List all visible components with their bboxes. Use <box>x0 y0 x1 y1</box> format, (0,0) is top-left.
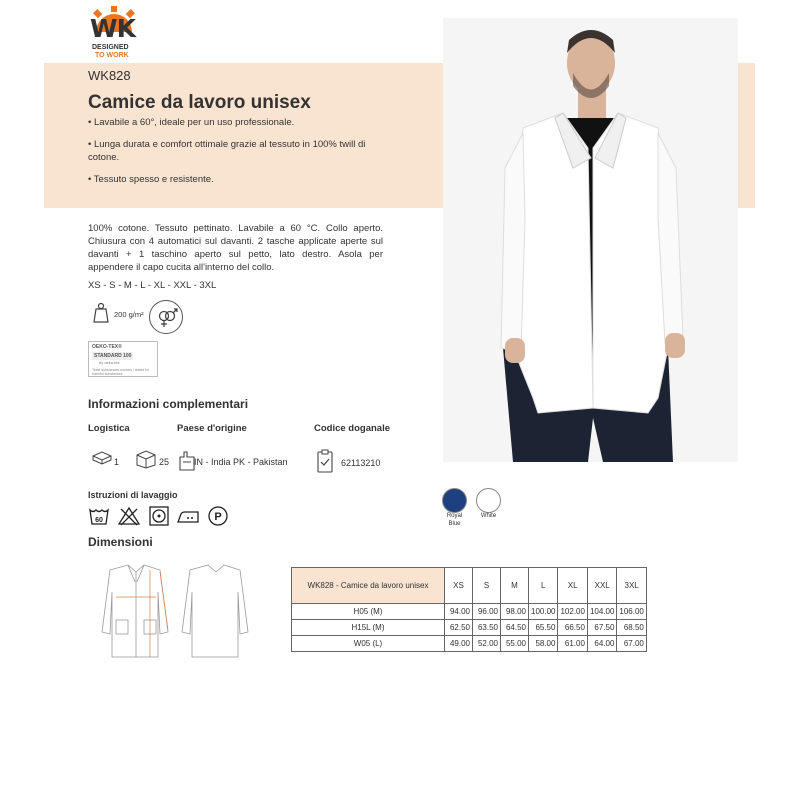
unit-pack-icon <box>91 451 113 465</box>
size-header: XL <box>558 568 587 604</box>
dry-clean-p-icon <box>207 505 229 527</box>
table-row <box>292 604 647 620</box>
oeko-standard: STANDARD 100 <box>94 353 132 359</box>
table-cell: 102.00 <box>558 604 587 620</box>
customs-value: 62113210 <box>341 458 381 468</box>
weight-icon <box>90 302 112 324</box>
table-cell: 55.00 <box>501 636 529 652</box>
oeko-tex-label <box>88 341 158 377</box>
table-cell: 106.00 <box>617 604 646 620</box>
color-label-royal-blue: Royal Blue <box>446 513 463 527</box>
product-title: Camice da lavoro unisex <box>88 92 311 113</box>
washing-heading: Istruzioni di lavaggio <box>88 490 178 500</box>
table-cell: 64.00 <box>587 636 616 652</box>
table-cell: 61.00 <box>558 636 587 652</box>
table-cell: 62.50 <box>445 620 473 636</box>
logo-tagline-accent: TO WORK <box>95 52 129 59</box>
svg-text:P: P <box>214 511 222 523</box>
size-header: XS <box>445 568 473 604</box>
table-cell: 66.50 <box>558 620 587 636</box>
oeko-sub: by oeko-tex <box>99 360 120 365</box>
color-swatch-white[interactable] <box>476 488 501 513</box>
table-cell: 64.50 <box>501 620 529 636</box>
size-header: M <box>501 568 529 604</box>
garment-measurement-diagram <box>88 562 256 662</box>
size-header: L <box>529 568 558 604</box>
unisex-icon <box>149 300 183 334</box>
customs-document-icon <box>316 449 334 473</box>
feature-item: • Lunga durata e comfort ottimale grazie al tessuto in 100% twill di cotone. <box>88 139 366 163</box>
unit-count: 1 <box>114 457 120 467</box>
wash-60-icon <box>88 505 110 527</box>
table-cell: 100.00 <box>529 604 558 620</box>
table-cell: 63.50 <box>473 620 501 636</box>
table-cell: 98.00 <box>501 604 529 620</box>
size-header: 3XL <box>617 568 646 604</box>
feature-list <box>88 116 388 195</box>
table-cell: 65.50 <box>529 620 558 636</box>
logistics-heading: Logistica <box>88 423 130 434</box>
size-chart-table <box>291 567 647 652</box>
box-count: 25 <box>159 457 170 467</box>
table-cell: 67.00 <box>617 636 646 652</box>
oeko-note: Testé substances nocives / tested for harmful substances <box>92 368 150 376</box>
logo-mark: WK <box>90 14 135 43</box>
table-cell: 49.00 <box>445 636 473 652</box>
color-label-white: White <box>480 513 497 519</box>
logo-tagline: DESIGNED <box>92 44 129 51</box>
product-description: 100% cotone. Tessuto pettinato. Lavabile a 60 °C. Collo aperto. Chiusura con 4 automatici sul davanti. 2 tasche applicate aperte sul davanti + 1 taschino aperto sul petto, lato destro. Asola per appendere il capo cucita all'interno del collo. <box>88 223 383 273</box>
size-header: XXL <box>587 568 616 604</box>
row-label: H05 (M) <box>292 604 445 620</box>
iron-icon <box>176 505 198 527</box>
fabric-weight: 200 g/m² <box>114 310 144 319</box>
table-row <box>292 636 647 652</box>
size-chart-header-row <box>292 568 647 604</box>
size-chart-title: WK828 - Camice da lavoro unisex <box>292 568 445 604</box>
feature-item: • Tessuto spesso e resistente. <box>88 174 214 185</box>
size-header: S <box>473 568 501 604</box>
origin-heading: Paese d'origine <box>177 423 247 434</box>
table-cell: 67.50 <box>587 620 616 636</box>
table-cell: 96.00 <box>473 604 501 620</box>
color-swatch-royal-blue[interactable] <box>442 488 467 513</box>
table-cell: 104.00 <box>587 604 616 620</box>
table-cell: 52.00 <box>473 636 501 652</box>
oeko-brand: OEKO-TEX® <box>92 344 122 350</box>
size-range: XS - S - M - L - XL - XXL - 3XL <box>88 280 217 291</box>
section-heading-info: Informazioni complementari <box>88 397 249 411</box>
origin-value: IN - India PK - Pakistan <box>194 457 288 467</box>
tumble-dry-icon <box>148 505 170 527</box>
no-bleach-icon <box>118 505 140 527</box>
wash-temp-label: 60 <box>95 517 103 524</box>
table-row <box>292 620 647 636</box>
row-label: H15L (M) <box>292 620 445 636</box>
section-heading-dimensions: Dimensioni <box>88 535 153 549</box>
carton-box-icon <box>135 449 157 469</box>
table-cell: 68.50 <box>617 620 646 636</box>
row-label: W05 (L) <box>292 636 445 652</box>
product-photo <box>443 18 738 462</box>
brand-logo <box>86 6 142 58</box>
feature-item: • Lavabile a 60°, ideale per un uso professionale. <box>88 117 295 128</box>
table-cell: 94.00 <box>445 604 473 620</box>
customs-heading: Codice doganale <box>314 423 391 434</box>
product-code: WK828 <box>88 68 131 83</box>
table-cell: 58.00 <box>529 636 558 652</box>
